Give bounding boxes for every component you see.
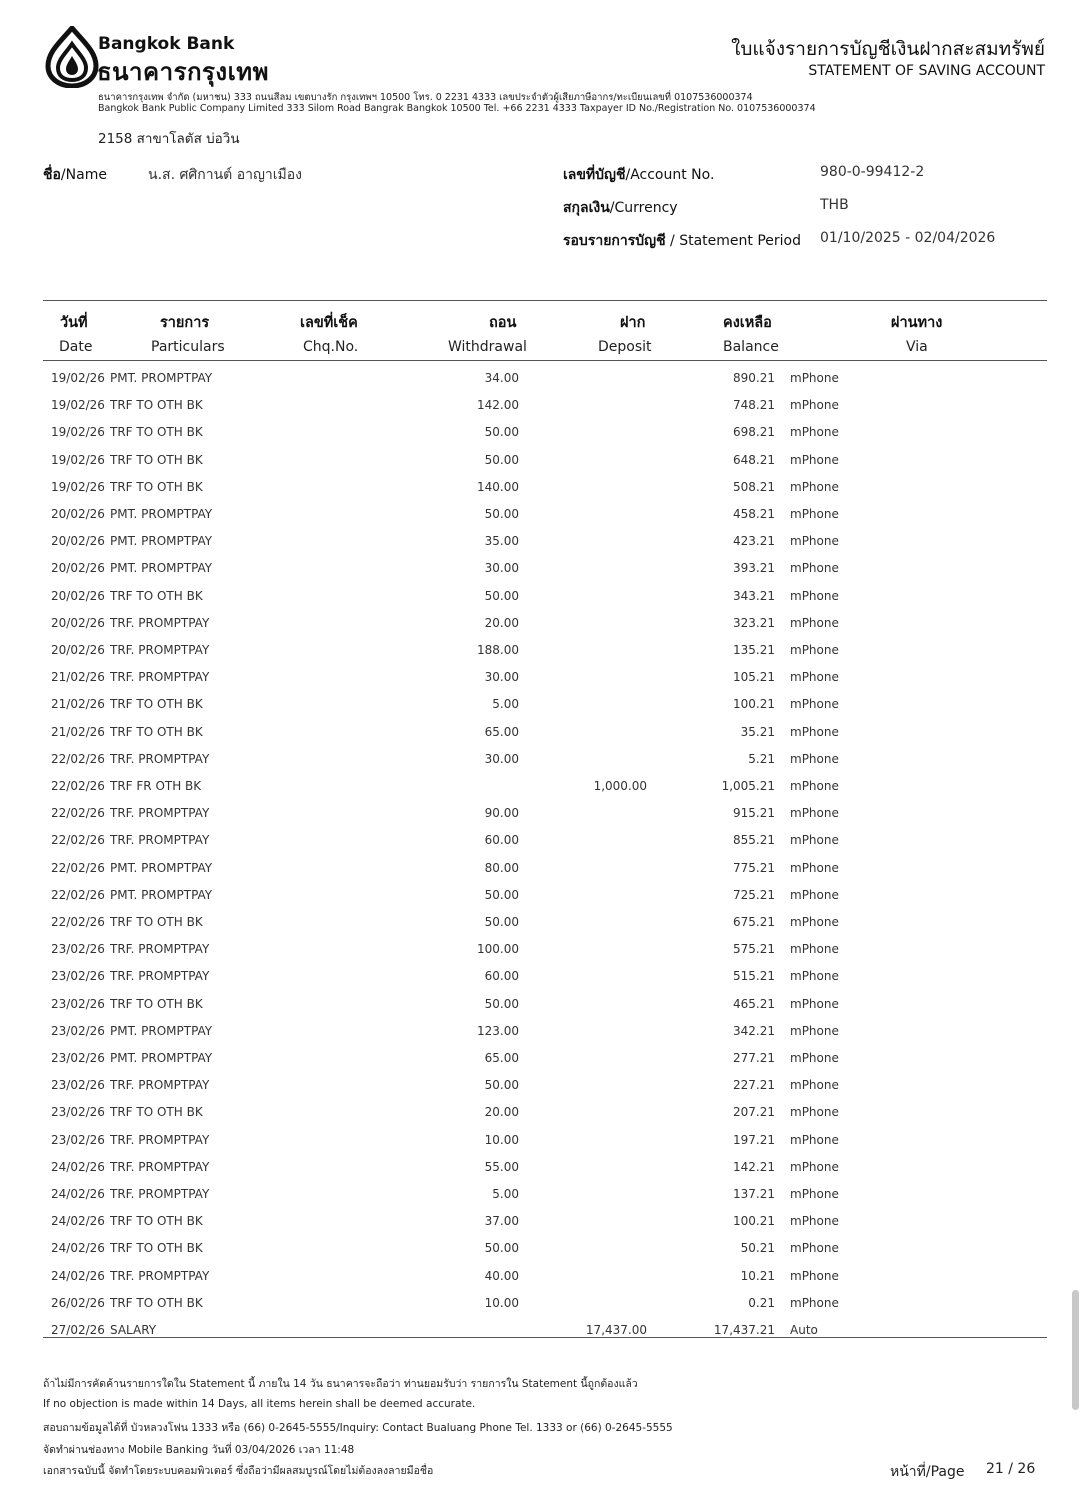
row-balance: 508.21 bbox=[733, 479, 775, 494]
row-balance: 675.21 bbox=[733, 915, 775, 929]
row-withdrawal: 37.00 bbox=[484, 1214, 519, 1229]
row-particulars: PMT. PROMPTPAY bbox=[110, 1023, 213, 1038]
table-row bbox=[0, 1289, 1090, 1316]
header-balance-thai: คงเหลือ bbox=[723, 315, 772, 331]
row-particulars: TRF TO OTH BK bbox=[110, 697, 203, 712]
row-particulars: PMT. PROMPTPAY bbox=[110, 860, 213, 875]
row-withdrawal: 65.00 bbox=[484, 1051, 519, 1065]
row-date: 19/02/26 bbox=[51, 452, 105, 467]
row-via: mPhone bbox=[790, 1105, 839, 1120]
table-row bbox=[0, 1098, 1090, 1125]
row-particulars: PMT. PROMPTPAY bbox=[110, 507, 213, 521]
currency-label: สกุลเงิน/Currency bbox=[563, 200, 678, 216]
row-withdrawal: 100.00 bbox=[477, 942, 519, 957]
row-withdrawal: 10.00 bbox=[484, 1295, 519, 1310]
row-balance: 10.21 bbox=[740, 1268, 775, 1283]
row-particulars: TRF. PROMPTPAY bbox=[110, 833, 210, 848]
row-particulars: PMT. PROMPTPAY bbox=[110, 561, 213, 576]
table-top-rule bbox=[43, 300, 1047, 301]
row-via: mPhone bbox=[790, 1078, 839, 1093]
row-withdrawal: 188.00 bbox=[477, 643, 519, 657]
row-withdrawal: 50.00 bbox=[484, 1078, 519, 1093]
table-header-rule bbox=[43, 360, 1047, 361]
row-via: mPhone bbox=[790, 1187, 839, 1201]
header-cheque-number: Chq.No. bbox=[303, 339, 359, 355]
table-row bbox=[0, 418, 1090, 445]
table-row bbox=[0, 500, 1090, 527]
row-balance: 1,005.21 bbox=[721, 779, 775, 793]
row-via: mPhone bbox=[790, 643, 839, 657]
table-row bbox=[0, 446, 1090, 473]
table-row bbox=[0, 1207, 1090, 1234]
row-date: 21/02/26 bbox=[51, 670, 105, 685]
footer-inquiry: สอบถามข้อมูลได้ที่ บัวหลวงโฟน 1333 หรือ (66) 0-2645-5555/Inquiry: Contact Bualuang Phone Tel. 1333 or (66) 0-2645-5555 bbox=[43, 1422, 673, 1434]
row-particulars: TRF. PROMPTPAY bbox=[110, 670, 210, 685]
table-row bbox=[0, 391, 1090, 418]
table-row bbox=[0, 718, 1090, 745]
footer-generated-via: จัดทำผ่านช่องทาง Mobile Banking วันที่ 03/04/2026 เวลา 11:48 bbox=[43, 1444, 355, 1456]
row-via: mPhone bbox=[790, 534, 839, 549]
table-row bbox=[0, 1044, 1090, 1071]
page-label: หน้าที่/Page bbox=[890, 1464, 965, 1480]
row-withdrawal: 30.00 bbox=[484, 561, 519, 576]
row-via: mPhone bbox=[790, 833, 839, 848]
row-date: 20/02/26 bbox=[51, 561, 105, 576]
row-particulars: PMT. PROMPTPAY bbox=[110, 887, 213, 902]
row-via: mPhone bbox=[790, 806, 839, 821]
row-via: mPhone bbox=[790, 1295, 839, 1310]
row-withdrawal: 60.00 bbox=[484, 833, 519, 848]
row-date: 22/02/26 bbox=[51, 860, 105, 875]
statement-period-value: 01/10/2025 - 02/04/2026 bbox=[820, 230, 996, 246]
table-row bbox=[0, 1126, 1090, 1153]
table-row bbox=[0, 663, 1090, 690]
row-balance: 100.21 bbox=[733, 1214, 775, 1229]
table-row bbox=[0, 636, 1090, 663]
row-balance: 458.21 bbox=[733, 507, 775, 521]
row-particulars: TRF TO OTH BK bbox=[110, 1295, 203, 1310]
row-via: mPhone bbox=[790, 615, 839, 630]
row-particulars: TRF. PROMPTPAY bbox=[110, 806, 210, 821]
name-label: ชื่อ/Name bbox=[43, 167, 107, 183]
row-particulars: TRF FR OTH BK bbox=[110, 779, 202, 793]
row-via: mPhone bbox=[790, 1132, 839, 1147]
row-particulars: TRF. PROMPTPAY bbox=[110, 1187, 210, 1201]
brand-name-english: Bangkok Bank bbox=[98, 34, 235, 54]
currency-value: THB bbox=[820, 197, 849, 213]
table-row bbox=[0, 554, 1090, 581]
row-date: 26/02/26 bbox=[51, 1295, 105, 1310]
row-withdrawal: 55.00 bbox=[484, 1159, 519, 1174]
row-particulars: TRF. PROMPTPAY bbox=[110, 615, 210, 630]
table-row bbox=[0, 1017, 1090, 1044]
row-date: 23/02/26 bbox=[51, 969, 105, 984]
row-withdrawal: 20.00 bbox=[484, 1105, 519, 1120]
row-withdrawal: 40.00 bbox=[484, 1268, 519, 1283]
row-via: mPhone bbox=[790, 1051, 839, 1065]
row-balance: 393.21 bbox=[733, 561, 775, 576]
row-particulars: SALARY bbox=[110, 1323, 157, 1337]
row-withdrawal: 30.00 bbox=[484, 751, 519, 766]
footer-computer-generated-note: เอกสารฉบับนี้ จัดทำโดยระบบคอมพิวเตอร์ ซึ่งถือว่ามีผลสมบูรณ์โดยไม่ต้องลงลายมือชื่อ bbox=[43, 1465, 434, 1477]
row-date: 23/02/26 bbox=[51, 942, 105, 957]
row-date: 22/02/26 bbox=[51, 887, 105, 902]
row-withdrawal: 10.00 bbox=[484, 1132, 519, 1147]
row-particulars: PMT. PROMPTPAY bbox=[110, 371, 213, 385]
row-via: mPhone bbox=[790, 452, 839, 467]
row-particulars: TRF TO OTH BK bbox=[110, 724, 203, 739]
row-deposit: 17,437.00 bbox=[585, 1323, 647, 1337]
row-balance: 105.21 bbox=[733, 670, 775, 685]
page-number: 21 / 26 bbox=[986, 1461, 1036, 1477]
row-date: 20/02/26 bbox=[51, 643, 105, 657]
table-row bbox=[0, 609, 1090, 636]
row-balance: 575.21 bbox=[733, 942, 775, 957]
row-withdrawal: 34.00 bbox=[484, 371, 519, 385]
row-withdrawal: 50.00 bbox=[484, 507, 519, 521]
table-row bbox=[0, 1262, 1090, 1289]
row-date: 19/02/26 bbox=[51, 371, 105, 385]
footer-objection-english: If no objection is made within 14 Days, all items herein shall be deemed accurate. bbox=[43, 1398, 476, 1410]
row-withdrawal: 123.00 bbox=[477, 1023, 519, 1038]
row-via: Auto bbox=[790, 1323, 818, 1337]
row-particulars: TRF. PROMPTPAY bbox=[110, 969, 210, 984]
row-via: mPhone bbox=[790, 942, 839, 957]
table-bottom-rule bbox=[43, 1337, 1047, 1338]
row-date: 20/02/26 bbox=[51, 615, 105, 630]
row-balance: 343.21 bbox=[733, 588, 775, 603]
row-particulars: TRF TO OTH BK bbox=[110, 398, 203, 413]
table-row bbox=[0, 799, 1090, 826]
row-via: mPhone bbox=[790, 1159, 839, 1174]
row-date: 19/02/26 bbox=[51, 425, 105, 440]
row-particulars: TRF TO OTH BK bbox=[110, 588, 203, 603]
row-withdrawal: 50.00 bbox=[484, 887, 519, 902]
row-via: mPhone bbox=[790, 1023, 839, 1038]
row-balance: 35.21 bbox=[740, 724, 775, 739]
company-address-thai: ธนาคารกรุงเทพ จำกัด (มหาชน) 333 ถนนสีลม เขตบางรัก กรุงเทพฯ 10500 โทร. 0 2231 4333 เลขประจำตัวผู้เสียภาษีอากร/ทะเบียนเลขที่ 0107536000374 bbox=[98, 92, 753, 103]
statement-title-english: STATEMENT OF SAVING ACCOUNT bbox=[808, 63, 1045, 79]
row-date: 24/02/26 bbox=[51, 1187, 105, 1201]
row-particulars: TRF TO OTH BK bbox=[110, 1214, 203, 1229]
table-row bbox=[0, 772, 1090, 799]
row-date: 20/02/26 bbox=[51, 534, 105, 549]
row-date: 23/02/26 bbox=[51, 1105, 105, 1120]
row-balance: 277.21 bbox=[733, 1051, 775, 1065]
row-via: mPhone bbox=[790, 371, 839, 385]
row-balance: 17,437.21 bbox=[713, 1323, 775, 1337]
table-row bbox=[0, 1071, 1090, 1098]
row-date: 21/02/26 bbox=[51, 724, 105, 739]
row-balance: 227.21 bbox=[733, 1078, 775, 1093]
branch-name: 2158 สาขาโลตัส บ่อวิน bbox=[98, 131, 240, 147]
row-via: mPhone bbox=[790, 425, 839, 440]
header-balance: Balance bbox=[723, 339, 779, 355]
row-withdrawal: 60.00 bbox=[484, 969, 519, 984]
row-particulars: TRF TO OTH BK bbox=[110, 425, 203, 440]
row-particulars: TRF TO OTH BK bbox=[110, 915, 203, 929]
header-particulars-thai: รายการ bbox=[160, 315, 210, 331]
row-via: mPhone bbox=[790, 697, 839, 712]
row-balance: 142.21 bbox=[733, 1159, 775, 1174]
row-balance: 775.21 bbox=[733, 860, 775, 875]
row-via: mPhone bbox=[790, 1268, 839, 1283]
row-particulars: TRF TO OTH BK bbox=[110, 1241, 203, 1256]
row-particulars: TRF. PROMPTPAY bbox=[110, 643, 210, 657]
row-particulars: TRF. PROMPTPAY bbox=[110, 1268, 210, 1283]
row-date: 19/02/26 bbox=[51, 398, 105, 413]
table-row bbox=[0, 1153, 1090, 1180]
row-via: mPhone bbox=[790, 1214, 839, 1229]
row-withdrawal: 5.00 bbox=[492, 1187, 519, 1201]
row-particulars: PMT. PROMPTPAY bbox=[110, 534, 213, 549]
row-date: 22/02/26 bbox=[51, 833, 105, 848]
row-date: 21/02/26 bbox=[51, 697, 105, 712]
header-withdrawal-thai: ถอน bbox=[489, 315, 517, 331]
row-withdrawal: 30.00 bbox=[484, 670, 519, 685]
row-balance: 515.21 bbox=[733, 969, 775, 984]
row-particulars: TRF. PROMPTPAY bbox=[110, 1078, 210, 1093]
row-balance: 855.21 bbox=[733, 833, 775, 848]
row-withdrawal: 80.00 bbox=[484, 860, 519, 875]
account-number-value: 980-0-99412-2 bbox=[820, 164, 925, 180]
vertical-scrollbar-thumb[interactable] bbox=[1072, 1290, 1079, 1410]
row-date: 22/02/26 bbox=[51, 751, 105, 766]
statement-title-thai: ใบแจ้งรายการบัญชีเงินฝากสะสมทรัพย์ bbox=[731, 38, 1045, 60]
row-date: 23/02/26 bbox=[51, 1051, 105, 1065]
header-withdrawal: Withdrawal bbox=[448, 339, 527, 355]
row-date: 22/02/26 bbox=[51, 806, 105, 821]
row-withdrawal: 50.00 bbox=[484, 588, 519, 603]
statement-period-label: รอบรายการบัญชี / Statement Period bbox=[563, 233, 801, 249]
row-balance: 5.21 bbox=[748, 751, 775, 766]
row-via: mPhone bbox=[790, 887, 839, 902]
row-date: 24/02/26 bbox=[51, 1214, 105, 1229]
header-date-thai: วันที่ bbox=[60, 315, 88, 331]
row-via: mPhone bbox=[790, 779, 839, 793]
row-via: mPhone bbox=[790, 479, 839, 494]
row-date: 24/02/26 bbox=[51, 1241, 105, 1256]
row-deposit: 1,000.00 bbox=[593, 779, 647, 793]
row-date: 22/02/26 bbox=[51, 915, 105, 929]
row-date: 24/02/26 bbox=[51, 1268, 105, 1283]
row-withdrawal: 50.00 bbox=[484, 996, 519, 1011]
table-row bbox=[0, 935, 1090, 962]
table-row bbox=[0, 962, 1090, 989]
row-particulars: TRF. PROMPTPAY bbox=[110, 942, 210, 957]
row-balance: 465.21 bbox=[733, 996, 775, 1011]
row-balance: 0.21 bbox=[748, 1295, 775, 1310]
row-balance: 50.21 bbox=[740, 1241, 775, 1256]
row-particulars: PMT. PROMPTPAY bbox=[110, 1051, 213, 1065]
header-particulars: Particulars bbox=[151, 339, 225, 355]
row-balance: 342.21 bbox=[733, 1023, 775, 1038]
table-row bbox=[0, 364, 1090, 391]
row-date: 19/02/26 bbox=[51, 479, 105, 494]
row-date: 24/02/26 bbox=[51, 1159, 105, 1174]
footer-objection-thai: ถ้าไม่มีการคัดค้านรายการใดใน Statement นี้ ภายใน 14 วัน ธนาคารจะถือว่า ท่านยอมรับว่า รายการใน Statement นี้ถูกต้องแล้ว bbox=[43, 1378, 638, 1390]
row-withdrawal: 50.00 bbox=[484, 1241, 519, 1256]
row-balance: 648.21 bbox=[733, 452, 775, 467]
row-particulars: TRF TO OTH BK bbox=[110, 479, 203, 494]
table-row bbox=[0, 745, 1090, 772]
row-withdrawal: 90.00 bbox=[484, 806, 519, 821]
header-via-thai: ผ่านทาง bbox=[891, 315, 943, 331]
table-row bbox=[0, 908, 1090, 935]
row-date: 23/02/26 bbox=[51, 1023, 105, 1038]
row-balance: 135.21 bbox=[733, 643, 775, 657]
row-particulars: TRF. PROMPTPAY bbox=[110, 1159, 210, 1174]
row-withdrawal: 50.00 bbox=[484, 915, 519, 929]
row-via: mPhone bbox=[790, 751, 839, 766]
row-date: 20/02/26 bbox=[51, 588, 105, 603]
row-date: 23/02/26 bbox=[51, 1078, 105, 1093]
row-particulars: TRF TO OTH BK bbox=[110, 452, 203, 467]
table-row bbox=[0, 527, 1090, 554]
row-balance: 890.21 bbox=[733, 371, 775, 385]
brand-name-thai: ธนาคารกรุงเทพ bbox=[97, 58, 269, 86]
table-row bbox=[0, 826, 1090, 853]
row-withdrawal: 65.00 bbox=[484, 724, 519, 739]
row-withdrawal: 50.00 bbox=[484, 452, 519, 467]
row-date: 23/02/26 bbox=[51, 996, 105, 1011]
row-withdrawal: 140.00 bbox=[477, 479, 519, 494]
header-deposit: Deposit bbox=[598, 339, 652, 355]
table-row bbox=[0, 1316, 1090, 1343]
row-withdrawal: 5.00 bbox=[492, 697, 519, 712]
row-balance: 915.21 bbox=[733, 806, 775, 821]
row-withdrawal: 35.00 bbox=[484, 534, 519, 549]
row-balance: 100.21 bbox=[733, 697, 775, 712]
row-via: mPhone bbox=[790, 860, 839, 875]
bangkok-bank-lotus-logo-icon bbox=[42, 26, 102, 88]
row-withdrawal: 20.00 bbox=[484, 615, 519, 630]
row-balance: 423.21 bbox=[733, 534, 775, 549]
row-balance: 197.21 bbox=[733, 1132, 775, 1147]
row-balance: 137.21 bbox=[733, 1187, 775, 1201]
row-balance: 748.21 bbox=[733, 398, 775, 413]
row-via: mPhone bbox=[790, 1241, 839, 1256]
header-cheque-thai: เลขที่เช็ค bbox=[300, 315, 358, 331]
header-date: Date bbox=[59, 339, 93, 355]
header-deposit-thai: ฝาก bbox=[620, 315, 646, 331]
row-balance: 207.21 bbox=[733, 1105, 775, 1120]
row-via: mPhone bbox=[790, 724, 839, 739]
row-via: mPhone bbox=[790, 398, 839, 413]
row-via: mPhone bbox=[790, 561, 839, 576]
table-row bbox=[0, 582, 1090, 609]
row-date: 27/02/26 bbox=[51, 1323, 105, 1337]
row-balance: 698.21 bbox=[733, 425, 775, 440]
table-row bbox=[0, 690, 1090, 717]
table-row bbox=[0, 1180, 1090, 1207]
table-row bbox=[0, 990, 1090, 1017]
header-via: Via bbox=[906, 339, 928, 355]
table-row bbox=[0, 1234, 1090, 1261]
row-balance: 725.21 bbox=[733, 887, 775, 902]
row-withdrawal: 50.00 bbox=[484, 425, 519, 440]
row-particulars: TRF TO OTH BK bbox=[110, 1105, 203, 1120]
row-via: mPhone bbox=[790, 670, 839, 685]
row-withdrawal: 142.00 bbox=[477, 398, 519, 413]
table-row bbox=[0, 473, 1090, 500]
row-via: mPhone bbox=[790, 915, 839, 929]
row-particulars: TRF. PROMPTPAY bbox=[110, 751, 210, 766]
account-holder-name: น.ส. ศศิกานต์ อาญาเมือง bbox=[148, 167, 303, 183]
row-via: mPhone bbox=[790, 969, 839, 984]
row-date: 22/02/26 bbox=[51, 779, 105, 793]
row-via: mPhone bbox=[790, 507, 839, 521]
row-via: mPhone bbox=[790, 996, 839, 1011]
row-date: 20/02/26 bbox=[51, 507, 105, 521]
row-date: 23/02/26 bbox=[51, 1132, 105, 1147]
company-address-english: Bangkok Bank Public Company Limited 333 Silom Road Bangrak Bangkok 10500 Tel. +66 2231 4333 Taxpayer ID No./Registration No. 0107536000374 bbox=[98, 103, 816, 114]
row-via: mPhone bbox=[790, 588, 839, 603]
table-row bbox=[0, 881, 1090, 908]
account-number-label: เลขที่บัญชี/Account No. bbox=[563, 167, 715, 183]
row-particulars: TRF TO OTH BK bbox=[110, 996, 203, 1011]
row-balance: 323.21 bbox=[733, 615, 775, 630]
row-particulars: TRF. PROMPTPAY bbox=[110, 1132, 210, 1147]
table-row bbox=[0, 854, 1090, 881]
